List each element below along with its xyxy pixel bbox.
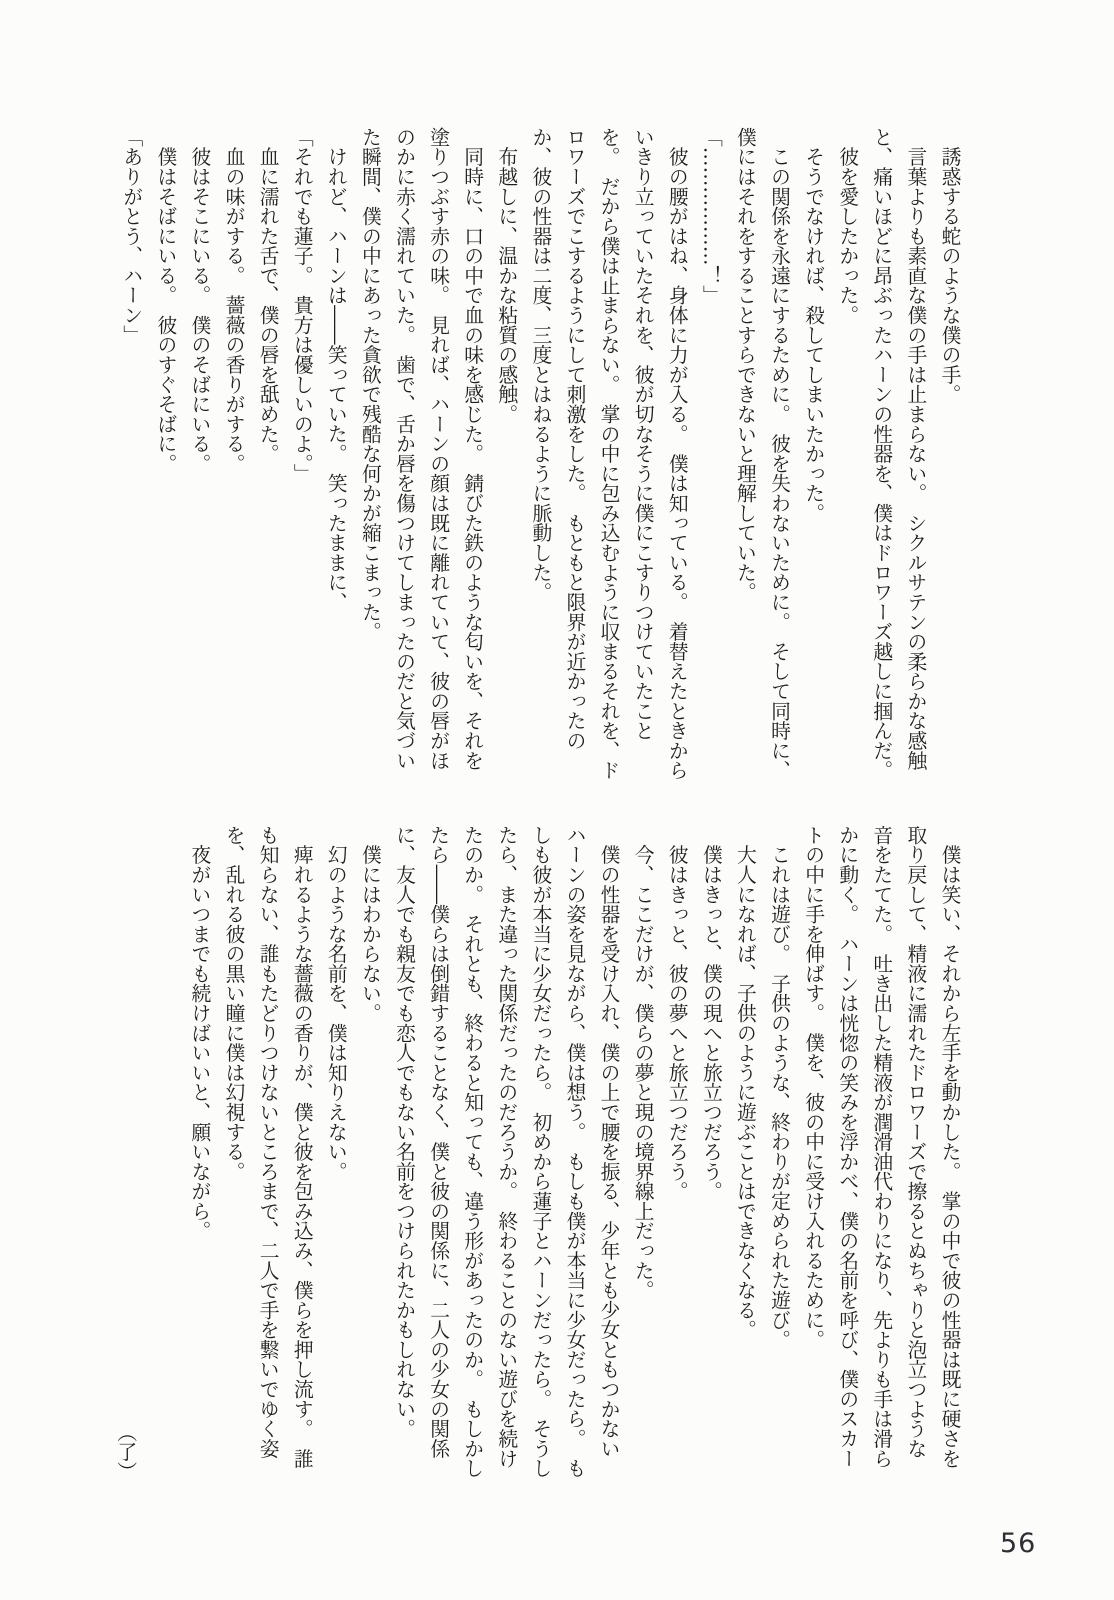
page-number: 56 <box>1000 1528 1037 1559</box>
text-line: を。 だから僕は止まらない。 掌の中に包み込むように収まるそれを、ド <box>597 127 621 781</box>
text-line: 僕の性器を受け入れ、僕の上で腰を振る、少年とも少女ともつかない <box>597 825 621 1459</box>
text-line: と、痛いほどに昂ぶったハーンの性器を、僕はドロワーズ越しに掴んだ。 <box>869 127 893 781</box>
text-line: これは遊び。 子供のような、終わりが定められた遊び。 <box>767 825 791 1350</box>
text-line: 血の味がする。 薔薇の香りがする。 <box>222 127 246 474</box>
text-line: ロワーズでこするようにして刺激をした。 もともと限界が近かったの <box>562 127 586 751</box>
text-line: 布越しに、温かな粘質の感触。 <box>494 127 518 424</box>
text-line: 取り戻して、精液に濡れたドロワーズで擦るとぬちゃりと泡立つような <box>903 825 927 1459</box>
text-line: 夜がいつまでも続けばいいと、願いながら。 <box>187 825 211 1241</box>
text-line: 大人になれば、子供のように遊ぶことはできなくなる。 <box>733 825 757 1340</box>
text-line: たら、また違った関係だったのだろうか。 終わることのない遊びを続け <box>494 825 518 1469</box>
text-line: 同時に、口の中で血の味を感じた。 錆びた鉄のような匂いを、それを <box>460 127 484 771</box>
text-line: 塗りつぶす赤の味。 見れば、ハーンの顔は既に離れていて、彼の唇がほ <box>426 127 450 771</box>
text-line: 彼の腰がはね、身体に力が入る。 僕は知っている。 着替えたときから <box>665 127 689 781</box>
text-line: 痺れるような薔薇の香りが、僕と彼を包み込み、僕らを押し流す。 誰 <box>290 825 314 1469</box>
text-line: 誘惑する蛇のような僕の手。 <box>938 127 961 405</box>
text-line: 「それでも蓮子。 貴方は優しいのよ。」 <box>290 127 314 484</box>
text-line: 幻のような名前を、僕は知りえない。 <box>324 825 348 1182</box>
text-line: 彼はそこにいる。 僕のそばにいる。 <box>187 127 211 474</box>
passage-bottom <box>111 825 959 1481</box>
text-line: 彼はきっと、彼の夢へと旅立つだろう。 <box>665 825 689 1202</box>
text-line: た瞬間、僕の中にあった貪欲で残酷な何かが縮こまった。 <box>358 127 382 642</box>
text-line: か、彼の性器は二度、三度とはねるように脈動した。 <box>528 127 552 602</box>
text-line: 彼を愛したかった。 <box>835 127 859 325</box>
text-line: 「………………！」 <box>699 127 723 306</box>
text-line: そうでなければ、殺してしまいたかった。 <box>801 127 825 523</box>
text-line: 血に濡れた舌で、僕の唇を舐めた。 <box>256 127 280 464</box>
text-line: 僕にはそれをすることすらできないと理解していた。 <box>733 127 757 602</box>
text-line: も知らない、誰もたどりつけないところまで、二人で手を繋いでゆく姿 <box>256 825 280 1459</box>
text-line: 僕はそばにいる。 彼のすぐそばに。 <box>153 127 177 474</box>
end-mark: （了） <box>113 1421 137 1481</box>
text-line: けれど、ハーンは――笑っていた。 笑ったままに、 <box>324 127 348 612</box>
text-line: たら――僕らは倒錯することなく、僕と彼の関係に、二人の少女の関係 <box>426 825 450 1459</box>
text-line: いきり立っていたそれを、彼が切なそうに僕にこすりつけていたこと <box>631 127 655 741</box>
text-line: ハーンの姿を見ながら、僕は想う。 もしも僕が本当に少女だったら。 も <box>562 825 586 1479</box>
text-line: 僕は笑い、それから左手を動かした。 掌の中で彼の性器は既に硬さを <box>938 825 961 1469</box>
passage-top <box>97 127 959 799</box>
text-line: 言葉よりも素直な僕の手は止まらない。 シクルサテンの柔らかな感触 <box>903 127 927 771</box>
text-line: 「ありがとう、ハーン」 <box>119 127 143 345</box>
text-line: のかに赤く濡れていた。 歯で、舌か唇を傷つけてしまったのだと気づい <box>392 127 416 771</box>
text-line: この関係を永遠にするために。 彼を失わないために。 そして同時に、 <box>767 127 791 781</box>
text-line: を、乱れる彼の黒い瞳に僕は幻視する。 <box>222 825 246 1182</box>
text-line: 今、ここだけが、僕らの夢と現の境界線上だった。 <box>631 825 655 1300</box>
text-line: かに動く。 ハーンは恍惚の笑みを浮かべ、僕の名前を呼び、僕のスカー <box>835 825 859 1469</box>
text-line: トの中に手を伸ばす。 僕を、彼の中に受け入れるために。 <box>801 825 825 1350</box>
text-line: 音をたてた。 吐き出した精液が潤滑油代わりになり、先よりも手は滑ら <box>869 825 893 1469</box>
text-line: たのか。 それとも、終わると知っても、違う形があったのか。 もしかし <box>460 825 484 1479</box>
text-line: に、友人でも親友でも恋人でもない名前をつけられたかもしれない。 <box>392 825 416 1439</box>
text-line: しも彼が本当に少女だったら。 初めから蓮子とハーンだったら。 そうし <box>528 825 552 1479</box>
text-line: 僕はきっと、僕の現へと旅立つだろう。 <box>699 825 723 1202</box>
text-line: 僕にはわからない。 <box>358 825 382 1023</box>
